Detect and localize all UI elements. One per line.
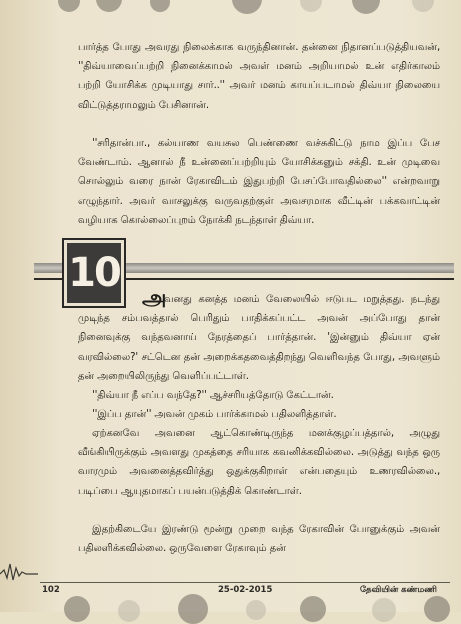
decorative-dot (232, 0, 262, 14)
paragraph-6: ஏற்கனவே அவனை ஆட்கொண்டிருந்த மனக்குழப்பத்தால், அழுது வீங்கியிருக்கும் அவளது முகத்தை சரியாக கவனிக்கவில்லை. அடுத்து வந்த ஒரு வாரமும் அவனைத்தவிர்த்து ஒதுக்குகிறாள் என்பதையும் உணரவில்லை., படிப்பை ஆயுதமாகப் பயன்படுத்திக் கொண்டாள். (78, 428, 440, 497)
page-number: 102 (42, 585, 60, 595)
issue-date: 25-02-2015 (218, 585, 273, 595)
decorative-dot (352, 0, 380, 14)
footer-rule (40, 582, 450, 583)
decorative-dot (58, 0, 80, 12)
paragraph-3: வனது கனத்த மனம் வேலையில் ஈடுபட மறுத்தது. நடந்து முடிந்த சம்பவத்தால் பெரிதும் பாதிக்கப்பட்ட அவன் அப்போது தான் நினைவுக்கு வந்தவனாய் நேரத்தைப் பார்த்தான். 'இன்னும் திவ்யா ஏன் வரவில்லை?' சட்டென தன் அறைக்கதவைத்திறந்து வெளிவந்த போது, அவளும் தன் அறையிலிருந்து வெளிப்பட்டாள். (78, 294, 440, 382)
magazine-name: தேவியின் கண்மணி (360, 585, 437, 595)
decorative-dot (118, 600, 140, 622)
decorative-dot (150, 0, 170, 12)
paragraph-7: இதற்கிடையே இரண்டு மூன்று முறை வந்த ரேகாவின் போனுக்கும் அவன் பதிலளிக்கவில்லை. ஒருவேளை ரேகாவும் தன் (78, 524, 440, 555)
decorative-dot (64, 596, 90, 622)
decorative-dot (424, 596, 450, 622)
paragraph-4: ''திவ்யா நீ எப்ப வந்தே?'' ஆச்சரியத்தோடு கேட்டான். (92, 390, 334, 401)
paragraph-1: பார்த்த போது அவரது நிலைக்காக வருந்தினான். தன்னை நிதானப்படுத்தியவன், ''திவ்யாவைப்பற்றி நினைக்காமல் அவள் மனம் அறியாமல் உன் எதிர்காலம் பற்றி யோசிக்க முடியாது சார்..'' அவர் மனம் காயப்படாமல் திவ்யா நிலையை விட்டுத்தராமலும் பேசினான். (78, 42, 440, 111)
decorative-dot (300, 0, 322, 12)
decorative-dot (96, 0, 122, 12)
decorative-dot (178, 594, 208, 624)
paragraph-2: ''சரிதான்பா., கல்யாண வயசுல பெண்ணை வச்சுகிட்டு நாம இப்ப பேச வேண்டாம். ஆனால் நீ உன்னைப்பற்றியும் யோசிக்கனும் சக்தி. உன் முடிவை சொல்லும் வரை நான் ரேகாவிடம் இதுபற்றி பேசப்போவதில்லை'' என்றவாறு எழுந்தார். அவர் வாசலுக்கு வருவதற்குள் அவசரமாக வீட்டின் பக்கவாட்டின் வழியாக கொல்லைப்புறம் நோக்கி நடந்தாள் திவ்யா. (78, 138, 440, 226)
squiggle-icon (0, 556, 38, 586)
drop-cap: அ (142, 286, 167, 311)
decorative-dot (300, 596, 326, 622)
decorative-dot (412, 0, 434, 12)
decorative-dot (372, 598, 396, 622)
paragraph-5: ''இப்ப தான்'' அவன் முகம் பார்க்காமல் பதிலளித்தாள். (92, 409, 337, 420)
decorative-dot (246, 600, 266, 620)
chapter-number: 10 (64, 240, 124, 306)
